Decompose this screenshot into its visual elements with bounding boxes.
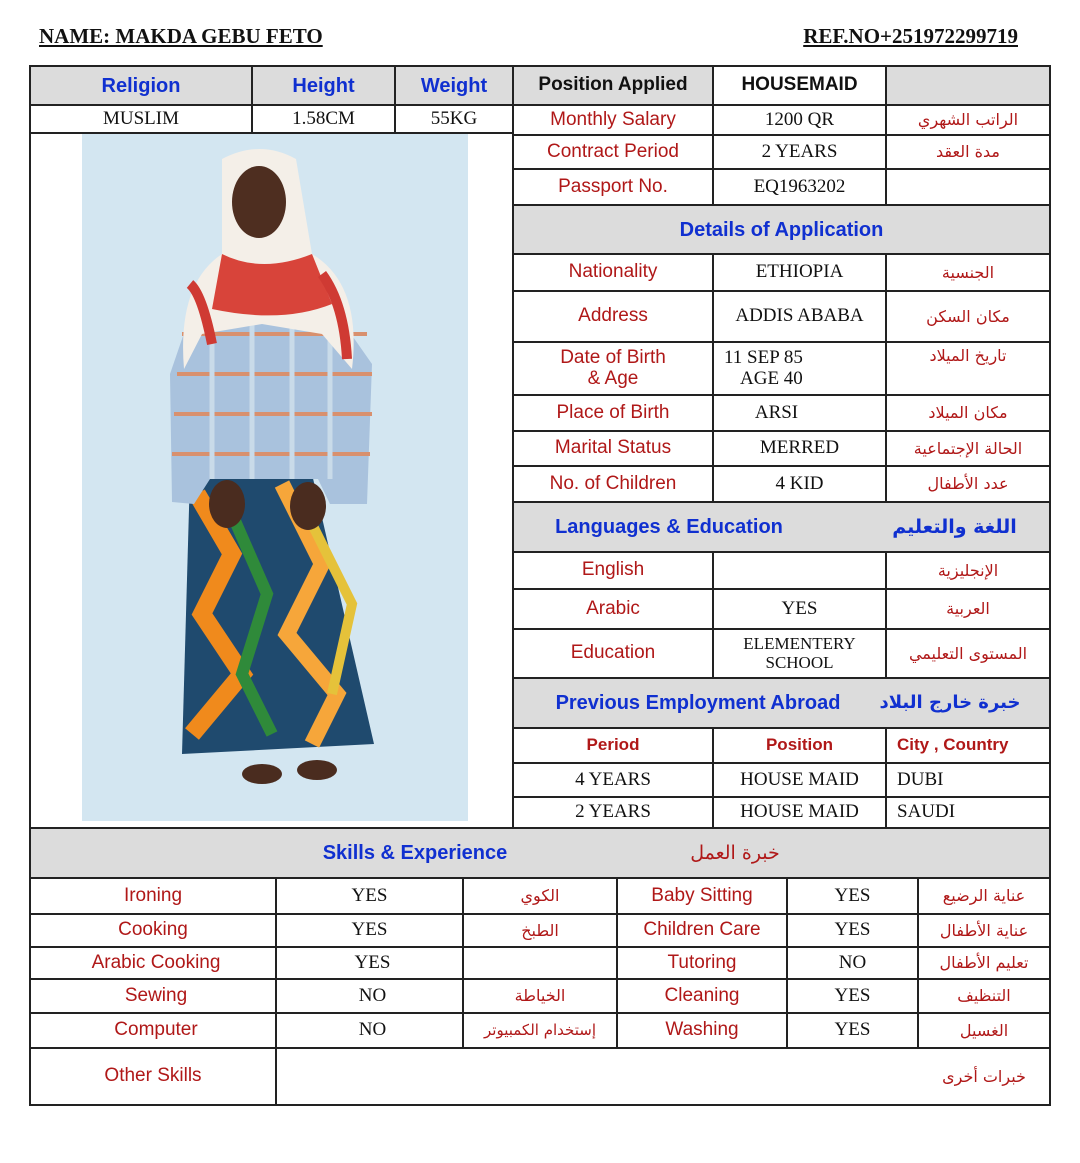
address-label: Address [578, 305, 648, 327]
children-arabic: عدد الأطفال [927, 474, 1009, 494]
employment-row2-period: 2 YEARS [575, 801, 651, 823]
marital-status-label: Marital Status [554, 437, 672, 459]
skill-tutoring-label: Tutoring [667, 951, 737, 973]
skill-children-care-arabic: عناية الأطفال [939, 920, 1029, 940]
weight-header: Weight [420, 74, 488, 97]
applicant-photo-figure [82, 134, 468, 821]
employment-row1-period: 4 YEARS [575, 768, 651, 790]
skills-title-arabic: خبرة العمل [690, 841, 780, 864]
dob-label [514, 343, 712, 394]
employment-row2-position: HOUSE MAID [740, 801, 859, 823]
education-value [714, 630, 885, 677]
position-applied-label: Position Applied [538, 74, 688, 96]
skill-cooking-arabic: الطبخ [521, 920, 559, 940]
age-value: AGE 40 [740, 367, 803, 389]
religion-header: Religion [101, 74, 181, 97]
passport-value: EQ1963202 [753, 175, 846, 197]
arabic-label: Arabic [586, 597, 640, 619]
skill-cleaning-arabic: التنظيف [957, 986, 1011, 1006]
religion-value: MUSLIM [102, 107, 179, 129]
contract-period-value: 2 YEARS [761, 140, 838, 162]
other-skills-label: Other Skills [104, 1065, 202, 1087]
contract-period-arabic: مدة العقد [936, 142, 1000, 162]
height-header: Height [292, 74, 355, 97]
skill-children-care-value: YES [834, 919, 871, 941]
monthly-salary-arabic: الراتب الشهري [917, 110, 1019, 130]
education-value-line1: ELEMENTERY [743, 633, 856, 653]
skill-arabic-cooking-arabic [464, 948, 616, 978]
skill-baby-sitting-arabic: عناية الرضيع [942, 886, 1026, 906]
details-title: Details of Application [679, 218, 884, 241]
weight-value: 55KG [430, 107, 478, 129]
arabic-arabic: العربية [946, 599, 990, 619]
skill-sewing-label: Sewing [124, 984, 188, 1006]
place-of-birth-label: Place of Birth [556, 401, 670, 423]
skill-sewing-arabic: الخياطة [514, 986, 566, 1006]
employment-row1-city: DUBI [897, 768, 944, 790]
dob-label-line1: Date of Birth [560, 346, 666, 368]
skill-arabic-cooking-label: Arabic Cooking [91, 951, 221, 973]
languages-title: Languages & Education [555, 516, 783, 538]
monthly-salary-label: Monthly Salary [550, 108, 676, 130]
place-of-birth-arabic: مكان الميلاد [928, 403, 1008, 423]
applicant-photo [82, 134, 468, 821]
arabic-value: YES [781, 597, 818, 619]
address-value: ADDIS ABABA [735, 305, 864, 327]
skill-baby-sitting-value: YES [834, 884, 871, 906]
skill-tutoring-arabic: تعليم الأطفال [939, 953, 1029, 973]
nationality-label: Nationality [568, 261, 658, 283]
applicant-name: NAME: MAKDA GEBU FETO [39, 24, 323, 48]
skill-cooking-value: YES [351, 919, 388, 941]
languages-title-arabic: اللغة والتعليم [892, 515, 1017, 538]
english-label: English [581, 559, 645, 581]
skill-sewing-value: NO [358, 984, 387, 1006]
passport-arabic [887, 170, 1049, 204]
skill-ironing-arabic: الكوي [520, 886, 560, 906]
skill-cleaning-label: Cleaning [664, 984, 740, 1006]
skill-computer-arabic: إستخدام الكمبيوتر [484, 1021, 596, 1040]
education-arabic: المستوى التعليمي [908, 643, 1028, 663]
skill-washing-value: YES [834, 1019, 871, 1041]
nationality-arabic: الجنسية [941, 262, 995, 282]
reference-number: REF.NO+251972299719 [803, 24, 1018, 48]
children-label: No. of Children [549, 472, 677, 494]
passport-label: Passport No. [558, 175, 668, 197]
height-value: 1.58CM [292, 107, 355, 129]
skill-arabic-cooking-value: YES [354, 951, 391, 973]
monthly-salary-value: 1200 QR [764, 108, 835, 130]
nationality-value: ETHIOPIA [755, 261, 844, 283]
skill-washing-arabic: الغسيل [959, 1020, 1009, 1040]
education-value-line2: SCHOOL [765, 652, 834, 672]
skill-children-care-label: Children Care [643, 919, 761, 941]
address-arabic: مكان السكن [926, 306, 1010, 326]
skill-cooking-label: Cooking [118, 919, 188, 941]
skill-tutoring-value: NO [838, 951, 867, 973]
skill-cleaning-value: YES [834, 984, 871, 1006]
marital-status-value: MERRED [759, 437, 840, 459]
skill-computer-label: Computer [114, 1019, 198, 1041]
place-of-birth-value: ARSI [754, 401, 799, 423]
english-value [714, 553, 885, 588]
skill-computer-value: NO [358, 1019, 387, 1041]
dob-value [714, 343, 885, 394]
employment-title: Previous Employment Abroad [555, 692, 841, 714]
skills-title: Skills & Experience [322, 842, 508, 864]
children-value: 4 KID [775, 472, 824, 494]
top-header-band-right [886, 66, 1050, 105]
skill-washing-label: Washing [665, 1019, 739, 1041]
skill-baby-sitting-label: Baby Sitting [651, 884, 753, 906]
employment-row2-city: SAUDI [897, 801, 956, 823]
employment-position-header: Position [765, 735, 834, 755]
employment-period-header: Period [586, 735, 640, 755]
position-applied-value: HOUSEMAID [741, 74, 858, 96]
marital-status-arabic: الحالة الإجتماعية [913, 438, 1023, 458]
contract-period-label: Contract Period [546, 140, 679, 162]
english-arabic: الإنجليزية [937, 560, 999, 580]
employment-city-header: City , Country [897, 735, 1009, 755]
skill-ironing-value: YES [351, 884, 388, 906]
dob-label-line2: & Age [587, 367, 639, 389]
dob-date: 11 SEP 85 [724, 346, 803, 368]
other-skills-arabic: خبرات أخرى [942, 1066, 1026, 1086]
dob-arabic: تاريخ الميلاد [929, 346, 1007, 366]
employment-row1-position: HOUSE MAID [740, 768, 859, 790]
skill-ironing-label: Ironing [123, 884, 183, 906]
education-label: Education [570, 642, 656, 664]
employment-title-arabic: خبرة خارج البلاد [879, 692, 1021, 714]
